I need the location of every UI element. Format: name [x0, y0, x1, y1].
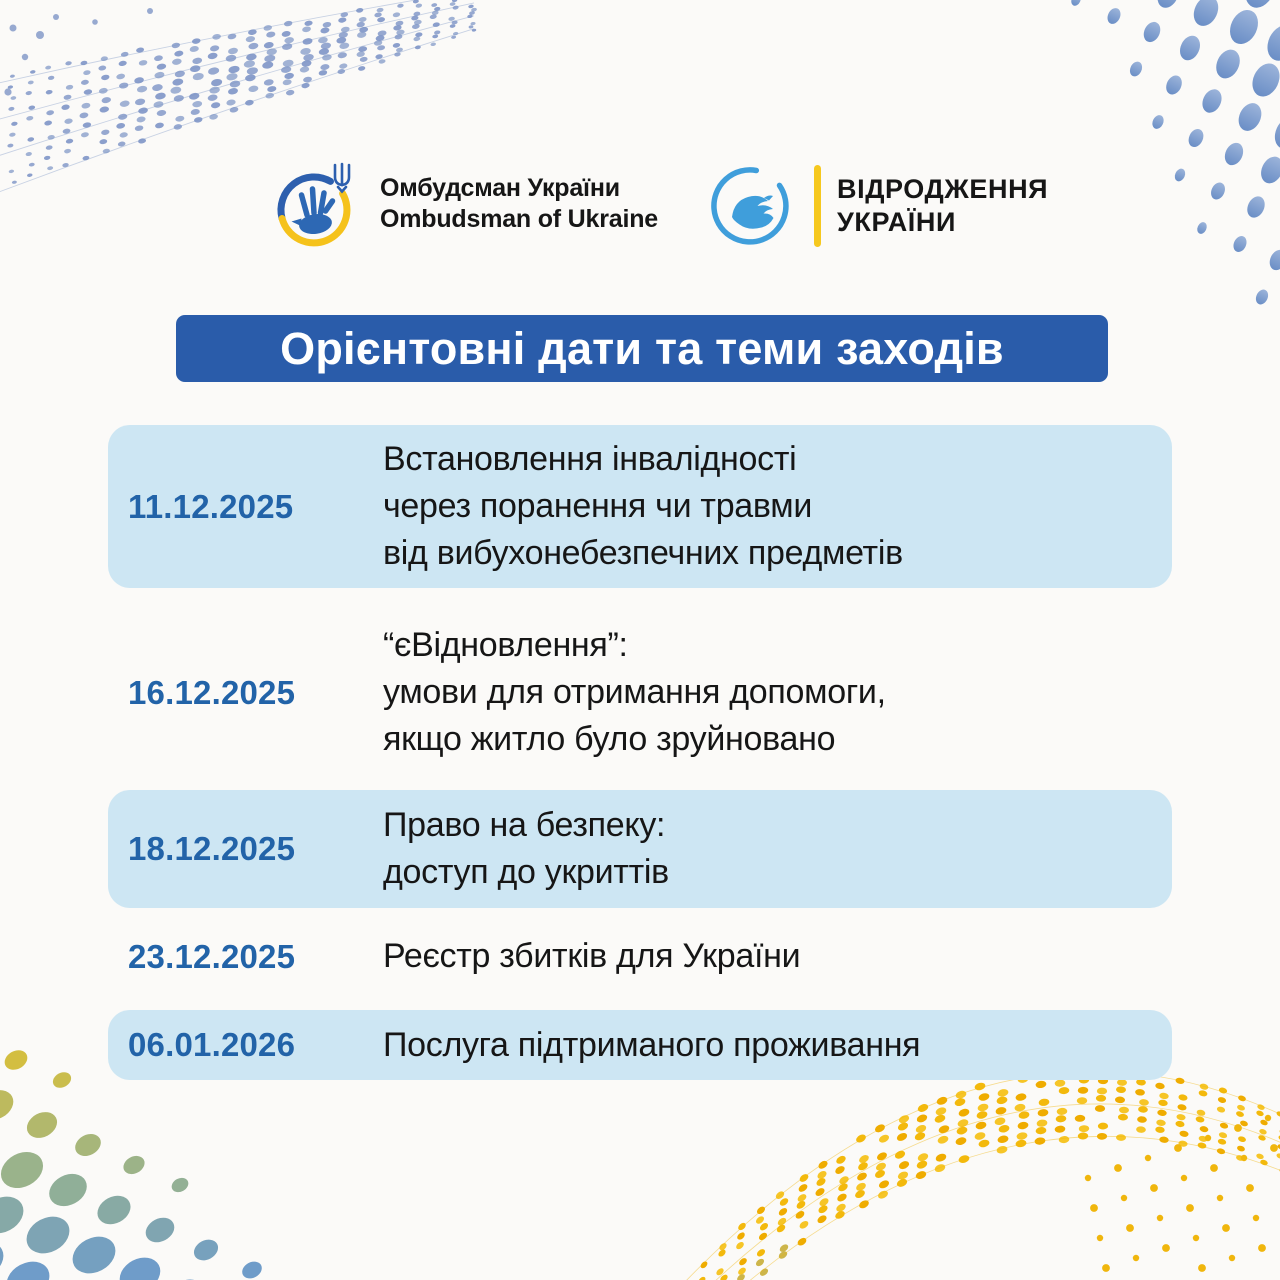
topic-line: “єВідновлення”:	[383, 626, 628, 664]
schedule-list	[108, 425, 1172, 1080]
topic-line: Право на безпеку:	[383, 806, 666, 844]
vidrodzhennia-logo-text	[837, 173, 1048, 239]
schedule-row-4	[108, 920, 1172, 993]
event-date: 06.01.2026	[128, 1026, 296, 1063]
ombudsman-logo-text	[380, 173, 658, 235]
schedule-row-5	[108, 1010, 1172, 1080]
topic-line: від вибухонебезпечних предметів	[383, 534, 903, 572]
event-topic	[383, 1022, 1172, 1069]
ombudsman-line-uk: Омбудсман України	[380, 174, 620, 202]
divider-bar	[814, 165, 821, 247]
topic-line: Встановлення інвалідності	[383, 440, 797, 478]
trident-icon	[335, 164, 349, 192]
topic-line: доступ до укриттів	[383, 853, 669, 891]
vidrodzhennia-logo-group	[702, 160, 1048, 252]
vidrodzhennia-line2: УКРАЇНИ	[837, 207, 956, 237]
event-date: 16.12.2025	[128, 673, 296, 711]
ombudsman-line-en: Ombudsman of Ukraine	[380, 205, 658, 233]
title-banner	[176, 315, 1108, 382]
ombudsman-logo-group	[274, 158, 658, 250]
topic-line: умови для отримання допомоги,	[383, 673, 886, 711]
schedule-row-1	[108, 425, 1172, 588]
event-topic	[383, 622, 1172, 763]
event-topic	[383, 436, 1172, 577]
event-topic	[383, 802, 1172, 896]
topic-line: через поранення чи травми	[383, 487, 813, 525]
page-title: Орієнтовні дати та теми заходів	[280, 322, 1004, 374]
topic-line: Послуга підтриманого проживання	[383, 1025, 921, 1064]
schedule-row-2	[108, 610, 1172, 775]
dove-icon	[702, 160, 798, 252]
hand-dove-icon	[292, 189, 334, 236]
event-date: 11.12.2025	[128, 487, 294, 525]
topic-line: Реєстр збитків для України	[383, 937, 801, 975]
ombudsman-logo-icon	[274, 158, 366, 250]
topic-line: якщо житло було зруйновано	[383, 720, 836, 758]
event-date: 18.12.2025	[128, 830, 296, 867]
schedule-row-3	[108, 790, 1172, 908]
event-topic	[383, 933, 1172, 980]
event-date: 23.12.2025	[128, 937, 296, 975]
vidrodzhennia-line1: ВІДРОДЖЕННЯ	[837, 174, 1049, 204]
